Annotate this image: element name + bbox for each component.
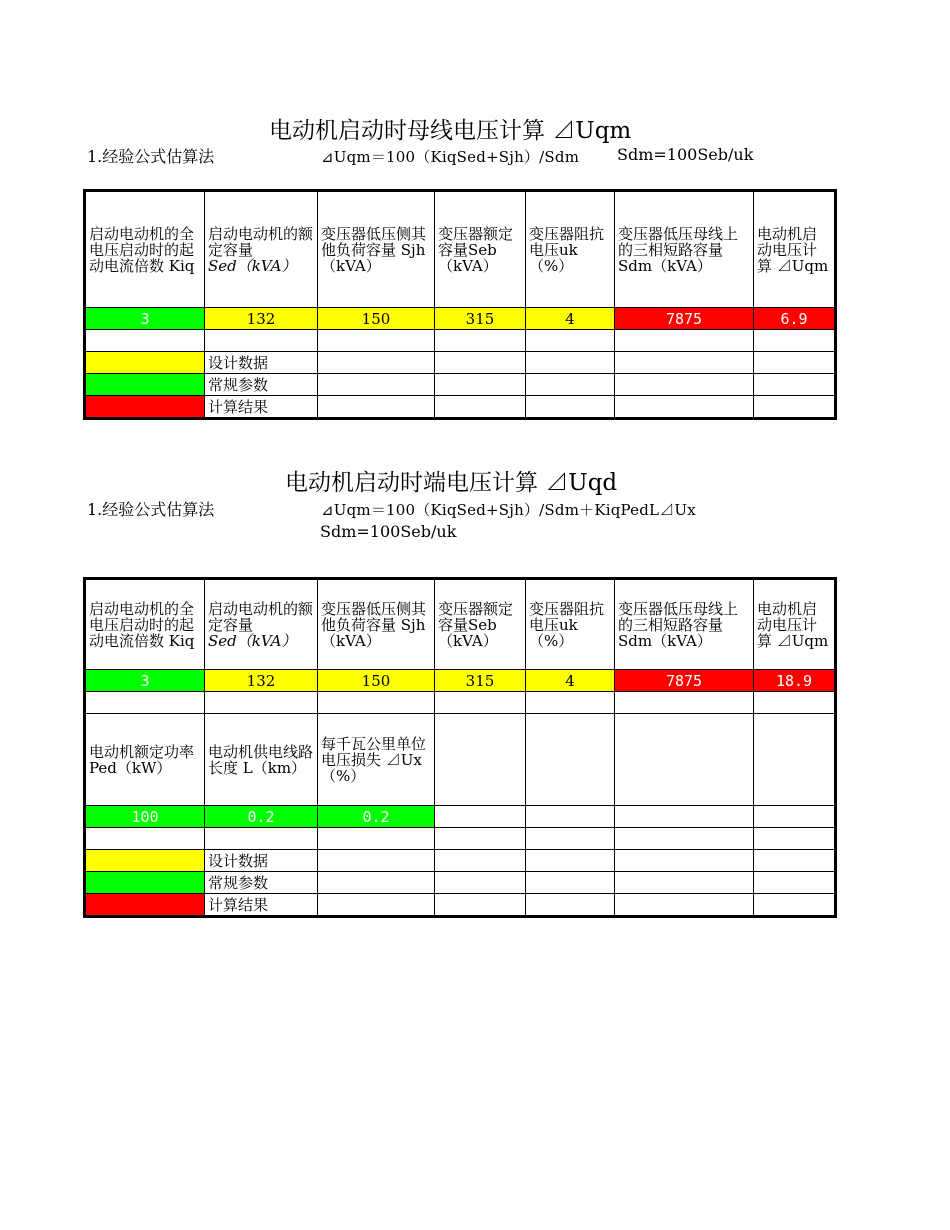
section2-formula: ⊿Uqm＝100（KiqSed+Sjh）/Sdm＋KiqPedL⊿Ux <box>321 501 696 519</box>
value-sed[interactable]: 132 <box>205 670 318 692</box>
header-ux: 每千瓦公里单位电压损失 ⊿Ux（%） <box>318 714 435 806</box>
section2-title: 电动机启动时端电压计算 ⊿Uqd <box>285 470 618 496</box>
header-sdm: 变压器低压母线上的三相短路容量 Sdm（kVA） <box>615 191 754 308</box>
header-ped: 电动机额定功率Ped（kW） <box>85 714 205 806</box>
value-uk[interactable]: 4 <box>526 670 615 692</box>
value-kiq[interactable]: 3 <box>85 308 205 330</box>
legend-row-normal <box>85 374 836 396</box>
legend-label-normal: 常规参数 <box>205 374 318 396</box>
value-ped[interactable]: 100 <box>85 806 205 828</box>
legend-label-design: 设计数据 <box>205 352 318 374</box>
section2-method: 1.经验公式估算法 <box>87 500 215 519</box>
value-sed[interactable]: 132 <box>205 308 318 330</box>
header-kiq: 启动电动机的全电压启动时的起动电流倍数 Kiq <box>85 191 205 308</box>
table-header-row <box>85 579 836 670</box>
value-seb[interactable]: 315 <box>435 670 526 692</box>
legend-row-result <box>85 894 836 917</box>
section1-formula-sdm: Sdm=100Seb/uk <box>617 145 754 164</box>
legend-swatch-normal <box>85 374 205 396</box>
section1-method: 1.经验公式估算法 <box>87 147 215 166</box>
legend-swatch-design <box>85 850 205 872</box>
value-l[interactable]: 0.2 <box>205 806 318 828</box>
value-ux[interactable]: 0.2 <box>318 806 435 828</box>
legend-row-normal <box>85 872 836 894</box>
header-sed-label: 启动电动机的额定容量 <box>208 224 314 259</box>
section1-table <box>83 189 837 420</box>
legend-swatch-result <box>85 396 205 419</box>
table-value-row <box>85 308 836 330</box>
value-uqm: 6.9 <box>754 308 836 330</box>
table-blank-row <box>85 692 836 714</box>
legend-swatch-result <box>85 894 205 917</box>
table-value-row <box>85 670 836 692</box>
value-uqd: 18.9 <box>754 670 836 692</box>
legend-row-design <box>85 850 836 872</box>
header-sed <box>205 579 318 670</box>
value-sjh[interactable]: 150 <box>318 308 435 330</box>
header-uk: 变压器阻抗电压uk（%） <box>526 191 615 308</box>
legend-label-result: 计算结果 <box>205 894 318 917</box>
header-sed-label: 启动电动机的额定容量 <box>208 599 314 634</box>
value-kiq[interactable]: 3 <box>85 670 205 692</box>
header-sed-unit: Sed（kVA） <box>208 256 297 275</box>
legend-row-result <box>85 396 836 419</box>
table-blank-row <box>85 828 836 850</box>
header-uqm: 电动机启动电压计算 ⊿Uqm <box>754 191 836 308</box>
table-value-row-2 <box>85 806 836 828</box>
header-seb: 变压器额定容量Seb（kVA） <box>435 579 526 670</box>
legend-swatch-design <box>85 352 205 374</box>
value-uk[interactable]: 4 <box>526 308 615 330</box>
legend-row-design <box>85 352 836 374</box>
header-uk: 变压器阻抗电压uk（%） <box>526 579 615 670</box>
table-header-row-2 <box>85 714 836 806</box>
section1-title: 电动机启动时母线电压计算 ⊿Uqm <box>269 118 632 144</box>
header-kiq: 启动电动机的全电压启动时的起动电流倍数 Kiq <box>85 579 205 670</box>
legend-swatch-normal <box>85 872 205 894</box>
value-seb[interactable]: 315 <box>435 308 526 330</box>
header-sjh: 变压器低压侧其他负荷容量 Sjh（kVA） <box>318 579 435 670</box>
value-sjh[interactable]: 150 <box>318 670 435 692</box>
table-header-row <box>85 191 836 308</box>
header-sed <box>205 191 318 308</box>
header-sjh: 变压器低压侧其他负荷容量 Sjh（kVA） <box>318 191 435 308</box>
legend-label-normal: 常规参数 <box>205 872 318 894</box>
header-uqm: 电动机启动电压计算 ⊿Uqm <box>754 579 836 670</box>
table-blank-row <box>85 330 836 352</box>
legend-label-design: 设计数据 <box>205 850 318 872</box>
header-sdm: 变压器低压母线上的三相短路容量 Sdm（kVA） <box>615 579 754 670</box>
value-sdm: 7875 <box>615 670 754 692</box>
value-sdm: 7875 <box>615 308 754 330</box>
section2-formula-sdm: Sdm=100Seb/uk <box>320 522 457 541</box>
section2-table <box>83 577 837 918</box>
section1-formula: ⊿Uqm＝100（KiqSed+Sjh）/Sdm <box>321 148 580 166</box>
header-seb: 变压器额定容量Seb（kVA） <box>435 191 526 308</box>
legend-label-result: 计算结果 <box>205 396 318 419</box>
header-sed-unit: Sed（kVA） <box>208 631 297 650</box>
header-l: 电动机供电线路长度 L（km） <box>205 714 318 806</box>
